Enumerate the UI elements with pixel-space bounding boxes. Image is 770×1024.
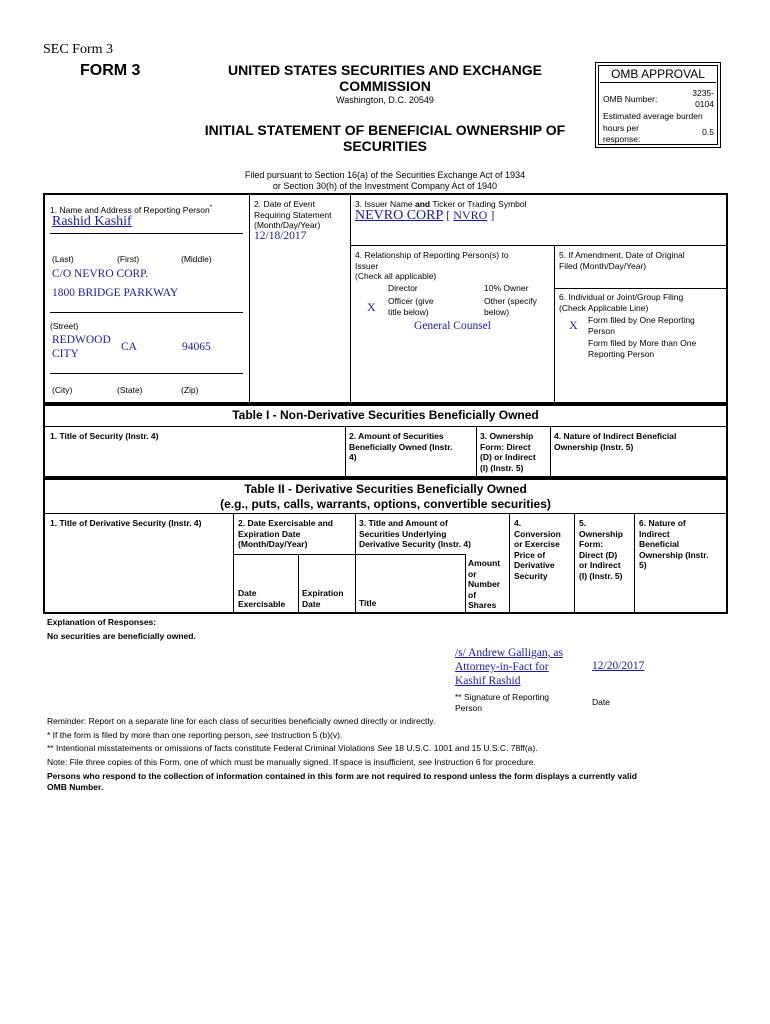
t2-col3-header: 3. Title and Amount of Securities Underlying Derivative Security (Instr. 4) [359,518,471,549]
zip-label: (Zip) [181,385,199,395]
box6-label: 6. Individual or Joint/Group Filing (Check Applicable Line) [559,292,684,313]
one-person-checkmark: X [569,318,578,332]
address-line1: C/O NEVRO CORP. [52,268,149,280]
issuer: NEVRO CORP [ NVRO ] [355,208,495,223]
explanation-label: Explanation of Responses: [47,617,157,627]
doc-type: SEC Form 3 [43,42,114,57]
t2-sub-title: Title [359,598,377,608]
city: REDWOOD CITY [52,334,111,360]
omb-title: OMB APPROVAL [600,67,716,83]
state: CA [121,341,137,353]
state-label: (State) [117,385,143,395]
box5-label: 5. If Amendment, Date of Original Filed (Month/Day/Year) [559,250,685,271]
reporting-person-name[interactable]: Rashid Kashif [52,214,132,229]
signature[interactable]: /s/ Andrew Galligan, as Attorney-in-Fact for Kashif Rashid [455,647,563,687]
t2-col6-header: 6. Nature of Indirect Beneficial Ownership (Instr. 5) [639,518,709,570]
t1-col3-header: 3. Ownership Form: Direct (D) or Indirect (I) (Instr. 5) [480,431,536,473]
t2-col5-header: 5. Ownership Form: Direct (D) or Indirect (I) (Instr. 5) [579,518,623,581]
omb-burden-label: Estimated average burden [603,111,703,121]
note-misstatements: ** Intentional misstatements or omissions of facts constitute Federal Criminal Violations See 18 U.S.C. 1001 and 15 U.S.C. 78ff(a). [47,743,538,753]
other-label: Other (specify below) [484,296,537,317]
filed-pursuant: Filed pursuant to Section 16(a) of the Securities Exchange Act of 1934 or Section 30(h) of the Investment Company Act of 1940 [244,170,526,191]
event-date: 12/18/2017 [254,230,307,242]
table2-title: Table II - Derivative Securities Beneficially Owned (e.g., puts, calls, warrants, options, convertible securities) [220,482,551,511]
form-label: FORM 3 [80,62,141,79]
omb-hours-label: hours per response: [603,123,641,144]
ticker-link[interactable]: NVRO [453,208,488,222]
t2-col4-header: 4. Conversion or Exercise Price of Derivative Security [514,518,561,581]
t1-col1-header: 1. Title of Security (Instr. 4) [50,431,159,441]
more-persons-label: Form filed by More than One Reporting Person [588,338,697,359]
signature-label: ** Signature of Reporting Person [455,692,550,713]
first-label: (First) [117,254,140,264]
agency-address: Washington, D.C. 20549 [336,95,434,105]
reminder-note: Reminder: Report on a separate line for each class of securities beneficially owned directly or indirectly. [47,716,436,726]
table1-title: Table I - Non-Derivative Securities Beneficially Owned [232,408,539,422]
street-label: (Street) [50,321,79,331]
officer-title: General Counsel [414,320,491,332]
t1-col2-header: 2. Amount of Securities Beneficially Owned (Instr. 4) [349,431,453,462]
form-title: INITIAL STATEMENT OF BENEFICIAL OWNERSHIP OF SECURITIES [204,122,566,154]
t2-sub-expiration: Expiration Date [302,588,344,609]
t2-col1-header: 1. Title of Derivative Security (Instr. 4) [50,518,202,528]
date-label: Date [592,697,610,707]
omb-hours-value: 0.5 [702,127,714,137]
middle-label: (Middle) [181,254,212,264]
note-copies: Note: File three copies of this Form, one of which must be manually signed. If space is insufficient, see Instruction 6 for procedure. [47,757,536,767]
box2-label: 2. Date of Event Requiring Statement (Month/Day/Year) [254,199,332,230]
address-line2: 1800 BRIDGE PARKWAY [52,287,179,299]
city-label: (City) [52,385,73,395]
omb-approval-box [595,62,721,148]
box4-label: 4. Relationship of Reporting Person(s) to Issuer (Check all applicable) [355,250,509,281]
note-multiple-persons: * If the form is filed by more than one reporting person, see Instruction 5 (b)(v). [47,730,343,740]
omb-number-label: OMB Number: [603,94,658,104]
t1-col4-header: 4. Nature of Indirect Beneficial Ownership (Instr. 5) [554,431,677,452]
ten-percent-owner-label: 10% Owner [484,283,529,293]
t2-col2-header: 2. Date Exercisable and Expiration Date (Month/Day/Year) [238,518,333,549]
agency-title: UNITED STATES SECURITIES AND EXCHANGE COMMISSION [228,62,542,94]
director-label: Director [388,283,418,293]
explanation-text: No securities are beneficially owned. [47,631,196,641]
box1-label: 1. Name and Address of Reporting Person* [50,204,213,215]
issuer-name-link[interactable]: NEVRO CORP [355,208,444,223]
note-omb-disclaimer: Persons who respond to the collection of information contained in this form are not required to respond unless the form displays a currently valid OMB Number. [47,771,637,792]
box3-label: 3. Issuer Name and Ticker or Trading Symbol [355,199,527,209]
zip: 94065 [182,341,211,353]
omb-number-value: 3235- 0104 [692,88,714,109]
officer-label: Officer (give title below) [388,296,434,317]
signature-date[interactable]: 12/20/2017 [592,660,645,672]
t2-sub-amount: Amount or Number of Shares [468,558,501,610]
last-label: (Last) [52,254,74,264]
one-person-label: Form filed by One Reporting Person [588,315,695,336]
officer-checkmark: X [367,300,376,314]
t2-sub-date-exercisable: Date Exercisable [238,588,286,609]
